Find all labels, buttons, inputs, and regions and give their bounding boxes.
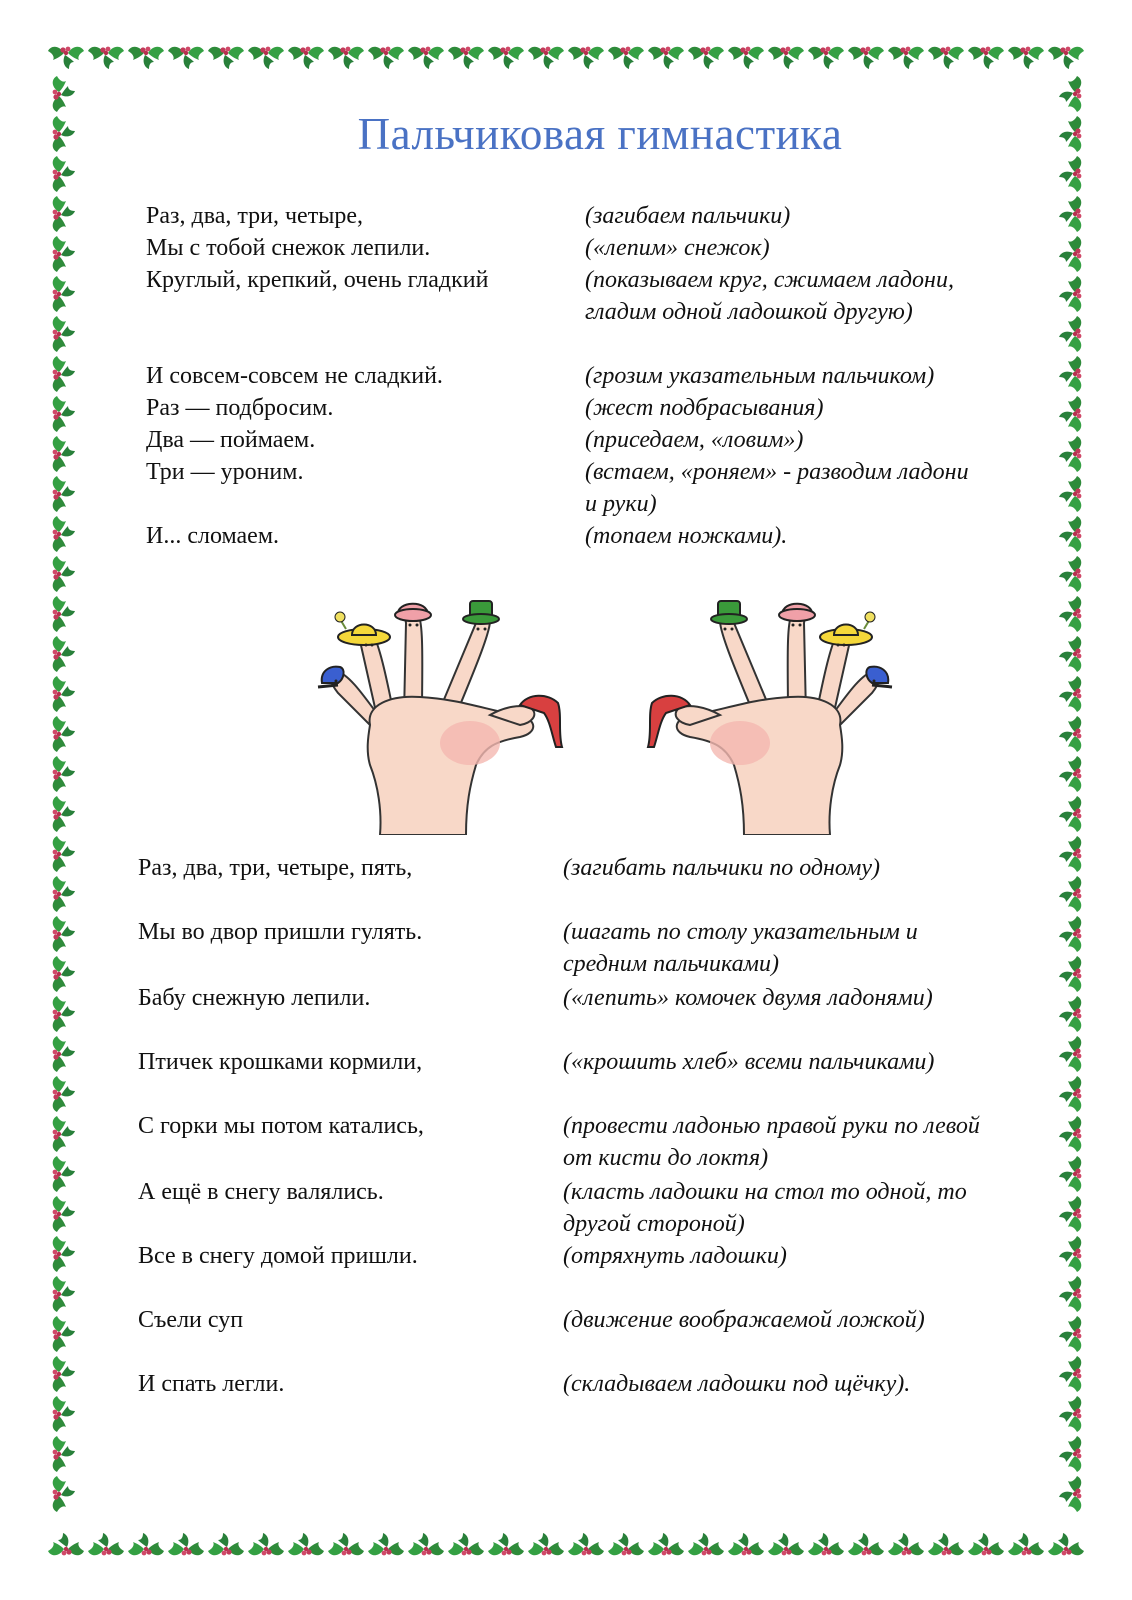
action-line: (топаем ножками).: [585, 523, 788, 549]
verse-line: И совсем-совсем не сладкий.: [146, 363, 443, 389]
right-hand-icon: [648, 601, 892, 835]
action-line: другой стороной): [563, 1211, 745, 1237]
action-line: от кисти до локтя): [563, 1145, 769, 1171]
action-line: («лепить» комочек двумя ладонями): [563, 985, 933, 1011]
action-line: (складываем ладошки под щёчку).: [563, 1371, 911, 1397]
verse-line: Мы с тобой снежок лепили.: [146, 235, 431, 261]
action-line: (грозим указательным пальчиком): [585, 363, 935, 389]
action-line: («лепим» снежок): [585, 235, 770, 261]
action-line: (приседаем, «ловим»): [585, 427, 804, 453]
verse-line: Раз, два, три, четыре, пять,: [138, 855, 413, 881]
verse-line: С горки мы потом катались,: [138, 1113, 424, 1139]
action-line: средним пальчиками): [563, 951, 779, 977]
action-line: (встаем, «роняем» - разводим ладони: [585, 459, 969, 485]
action-line: и руки): [585, 491, 657, 517]
verse-line: Мы во двор пришли гулять.: [138, 919, 423, 945]
left-hand-icon: [318, 601, 562, 835]
action-line: гладим одной ладошкой другую): [585, 299, 913, 325]
verse-line: Два — поймаем.: [146, 427, 316, 453]
action-line: (провести ладонью правой руки по левой: [563, 1113, 980, 1139]
action-line: (отряхнуть ладошки): [563, 1243, 787, 1269]
verse-line: Птичек крошками кормили,: [138, 1049, 423, 1075]
action-line: (шагать по столу указательным и: [563, 919, 918, 945]
verse-line: И спать легли.: [138, 1371, 285, 1397]
verse-line: И... сломаем.: [146, 523, 280, 549]
verse-line: Круглый, крепкий, очень гладкий: [146, 267, 489, 293]
action-line: (загибаем пальчики): [585, 203, 791, 229]
action-line: (жест подбрасывания): [585, 395, 824, 421]
verse-line: Все в снегу домой пришли.: [138, 1243, 418, 1269]
verse-line: Бабу снежную лепили.: [138, 985, 371, 1011]
action-line: (движение воображаемой ложкой): [563, 1307, 925, 1333]
page-title: Пальчиковая гимнастика: [357, 109, 843, 159]
verse-line: Три — уроним.: [146, 459, 304, 485]
verse-line: Раз, два, три, четыре,: [146, 203, 363, 229]
action-line: (загибать пальчики по одному): [563, 855, 880, 881]
action-line: (класть ладошки на стол то одной, то: [563, 1179, 967, 1205]
verse-line: А ещё в снегу валялись.: [138, 1179, 384, 1205]
action-line: (показываем круг, сжимаем ладони,: [585, 267, 954, 293]
action-line: («крошить хлеб» всеми пальчиками): [563, 1049, 935, 1075]
verse-line: Съели суп: [138, 1307, 244, 1333]
verse-line: Раз — подбросим.: [146, 395, 334, 421]
hands-illustration: [300, 575, 910, 835]
